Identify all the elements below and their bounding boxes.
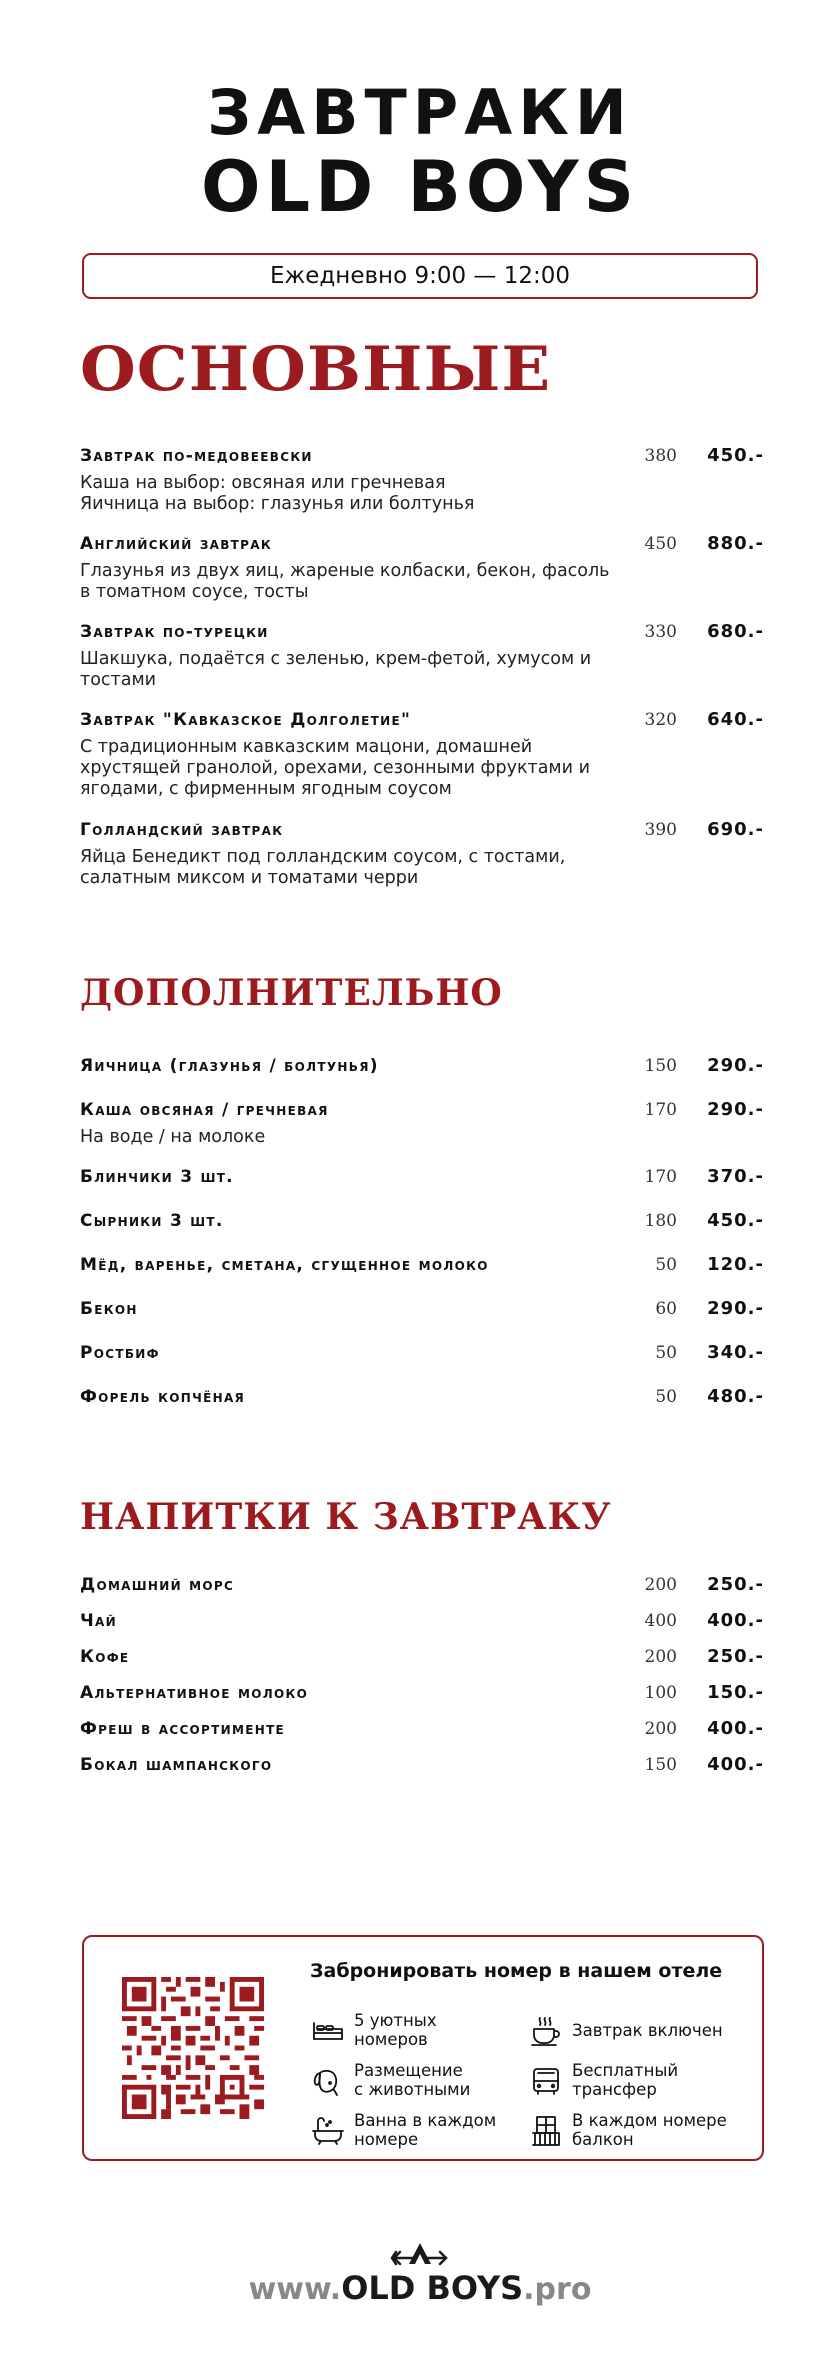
feature-breakfast-text: Завтрак включен — [572, 2021, 723, 2040]
feature-rooms-text: 5 уютных номеров — [354, 2011, 437, 2049]
item-name: Завтрак по-турецки — [80, 622, 269, 642]
list-item — [80, 709, 764, 800]
item-weight: 330 — [644, 622, 677, 642]
list-item — [80, 445, 764, 515]
list-item — [80, 1574, 764, 1596]
list-item — [80, 819, 764, 889]
item-name: Сырники 3 шт. — [80, 1211, 224, 1231]
item-weight: 50 — [655, 1387, 677, 1407]
hotel-booking-card[interactable] — [82, 1935, 764, 2161]
bathtub-icon — [310, 2113, 346, 2149]
list-item — [80, 1254, 764, 1276]
item-weight: 200 — [644, 1719, 677, 1739]
item-name: Мёд, варенье, сметана, сгущенное молоко — [80, 1255, 489, 1275]
item-name: Каша овсяная / гречневая — [80, 1100, 329, 1120]
item-name: Голландский завтрак — [80, 820, 284, 840]
list-item — [80, 621, 764, 691]
item-price: 120.- — [707, 1254, 764, 1275]
item-name: Кофе — [80, 1647, 130, 1667]
item-price: 250.- — [707, 1646, 764, 1667]
item-weight: 170 — [644, 1167, 677, 1187]
bus-icon — [528, 2063, 564, 2099]
list-item — [80, 1055, 764, 1077]
item-weight: 60 — [655, 1299, 677, 1319]
item-name: Форель копчёная — [80, 1387, 246, 1407]
item-description: С традиционным кавказским мацони, домашней хрустящей гранолой, орехами, сезонными фруктами и ягодами, с фирменным ягодным соусом — [80, 737, 590, 799]
item-weight: 50 — [655, 1255, 677, 1275]
booking-title: Забронировать номер в нашем отеле — [310, 1960, 723, 1982]
section-title-drinks: НАПИТКИ К ЗАВТРАКУ — [80, 1496, 612, 1538]
list-item — [80, 1646, 764, 1668]
item-name: Домашний морс — [80, 1575, 235, 1595]
list-item — [80, 1718, 764, 1740]
bed-icon — [310, 2013, 346, 2049]
item-price: 640.- — [707, 709, 764, 730]
item-price: 400.- — [707, 1718, 764, 1739]
item-price: 340.- — [707, 1342, 764, 1363]
item-name: Завтрак по-медовеевски — [80, 446, 313, 466]
list-item — [80, 1386, 764, 1408]
item-price: 450.- — [707, 1210, 764, 1231]
item-description: Шакшука, подаётся с зеленью, крем-фетой, хумусом и тостами — [80, 649, 592, 690]
list-item — [80, 1754, 764, 1776]
feature-balcony-text: В каждом номере балкон — [572, 2111, 727, 2149]
list-item — [80, 1342, 764, 1364]
item-price: 370.- — [707, 1166, 764, 1187]
item-price: 250.- — [707, 1574, 764, 1595]
item-price: 690.- — [707, 819, 764, 840]
list-item — [80, 1166, 764, 1188]
feature-rooms — [310, 2009, 525, 2053]
item-weight: 150 — [644, 1755, 677, 1775]
item-weight: 170 — [644, 1100, 677, 1120]
page-title-line1: ЗАВТРАКИ — [207, 76, 633, 149]
item-weight: 180 — [644, 1211, 677, 1231]
item-description: Яйца Бенедикт под голландским соусом, с тостами, салатным миксом и томатами черри — [80, 847, 566, 888]
item-weight: 100 — [644, 1683, 677, 1703]
section-title-main: ОСНОВНЫЕ — [80, 333, 552, 406]
page-title-line2: OLD BOYS — [200, 146, 640, 228]
feature-transfer — [528, 2059, 743, 2103]
website-link[interactable] — [0, 2268, 840, 2310]
item-name: Ростбиф — [80, 1343, 160, 1363]
feature-transfer-text: Бесплатный трансфер — [572, 2061, 679, 2099]
item-weight: 450 — [644, 534, 677, 554]
item-name: Фреш в ассортименте — [80, 1719, 286, 1739]
item-weight: 200 — [644, 1647, 677, 1667]
item-weight: 200 — [644, 1575, 677, 1595]
list-item — [80, 1610, 764, 1632]
item-price: 450.- — [707, 445, 764, 466]
item-price: 290.- — [707, 1099, 764, 1120]
item-name: Завтрак "Кавказское Долголетие" — [80, 710, 412, 730]
item-name: Яичница (глазунья / болтунья) — [80, 1056, 379, 1076]
url-prefix: www. — [248, 2272, 342, 2307]
item-weight: 400 — [644, 1611, 677, 1631]
item-price: 400.- — [707, 1610, 764, 1631]
item-weight: 150 — [644, 1056, 677, 1076]
url-brand: OLD BOYS — [341, 2269, 524, 2307]
item-description: На воде / на молоке — [80, 1127, 266, 1147]
opening-hours-badge: Ежедневно 9:00 — 12:00 — [82, 253, 758, 299]
item-name: Английский завтрак — [80, 534, 272, 554]
item-price: 150.- — [707, 1682, 764, 1703]
balcony-icon — [528, 2113, 564, 2149]
list-item — [80, 533, 764, 603]
item-name: Бекон — [80, 1299, 138, 1319]
pet-icon — [310, 2063, 346, 2099]
item-description: Каша на выбор: овсяная или гречневая Яичница на выбор: глазунья или болтунья — [80, 473, 475, 514]
url-suffix: .pro — [523, 2272, 592, 2307]
feature-balcony — [528, 2109, 743, 2153]
feature-breakfast — [528, 2009, 743, 2053]
item-weight: 390 — [644, 820, 677, 840]
qr-code-icon[interactable] — [122, 1977, 264, 2119]
item-weight: 380 — [644, 446, 677, 466]
item-weight: 50 — [655, 1343, 677, 1363]
item-price: 480.- — [707, 1386, 764, 1407]
item-name: Чай — [80, 1611, 117, 1631]
item-price: 400.- — [707, 1754, 764, 1775]
list-item — [80, 1682, 764, 1704]
item-price: 290.- — [707, 1055, 764, 1076]
list-item — [80, 1298, 764, 1320]
item-price: 880.- — [707, 533, 764, 554]
feature-pets-text: Размещение с животными — [354, 2061, 471, 2099]
item-weight: 320 — [644, 710, 677, 730]
item-name: Альтернативное молоко — [80, 1683, 309, 1703]
list-item — [80, 1099, 764, 1148]
list-item — [80, 1210, 764, 1232]
feature-pets — [310, 2059, 525, 2103]
coffee-cup-icon — [528, 2013, 564, 2049]
section-title-additional: ДОПОЛНИТЕЛЬНО — [80, 972, 503, 1014]
feature-bath — [310, 2109, 525, 2153]
item-description: Глазунья из двух яиц, жареные колбаски, бекон, фасоль в томатном соусе, тосты — [80, 561, 610, 602]
item-price: 680.- — [707, 621, 764, 642]
item-name: Блинчики 3 шт. — [80, 1167, 234, 1187]
item-name: Бокал шампанского — [80, 1755, 273, 1775]
feature-bath-text: Ванна в каждом номере — [354, 2111, 497, 2149]
item-price: 290.- — [707, 1298, 764, 1319]
